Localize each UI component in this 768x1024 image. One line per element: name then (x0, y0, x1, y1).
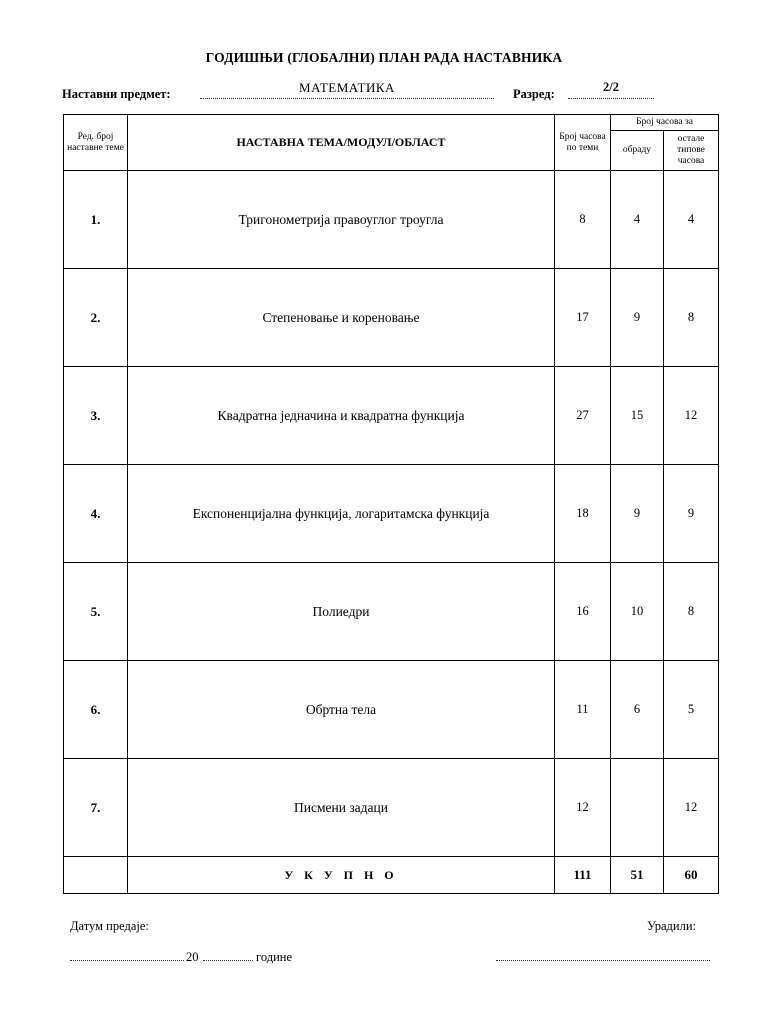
subject-line (62, 80, 722, 104)
row-topic: Тригонометрија правоуглог троугла (128, 171, 555, 269)
table-row (64, 465, 719, 563)
row-other: 5 (664, 661, 719, 759)
row-hours: 11 (555, 661, 611, 759)
subject-dotted-line (200, 98, 494, 99)
header-topic: НАСТАВНА ТЕМА/МОДУЛ/ОБЛАСТ (128, 115, 555, 171)
row-hours: 18 (555, 465, 611, 563)
subject-label: Наставни предмет: (62, 87, 171, 101)
grade-label: Разред: (513, 87, 555, 101)
row-number: 2. (64, 269, 128, 367)
authors-label: Урадили: (647, 919, 696, 933)
table-row (64, 563, 719, 661)
date-label: Датум предаје: (70, 919, 149, 933)
date-line (70, 950, 310, 966)
row-hours: 12 (555, 759, 611, 857)
row-topic: Полиедри (128, 563, 555, 661)
row-processing: 10 (611, 563, 664, 661)
table-row (64, 269, 719, 367)
row-other: 8 (664, 563, 719, 661)
row-other: 12 (664, 367, 719, 465)
row-topic: Експоненцијална функција, логаритамска функција (128, 465, 555, 563)
header-hours-for: Број часова за (611, 115, 719, 131)
row-other: 12 (664, 759, 719, 857)
total-other: 60 (664, 857, 719, 894)
row-number: 7. (64, 759, 128, 857)
row-other: 4 (664, 171, 719, 269)
total-row (64, 857, 719, 894)
table-row (64, 367, 719, 465)
header-topic-no: Ред. број наставне теме (64, 115, 128, 171)
header-other-types: остале типове часова (664, 131, 719, 171)
year-suffix: године (256, 950, 292, 964)
row-hours: 17 (555, 269, 611, 367)
row-number: 4. (64, 465, 128, 563)
row-processing: 6 (611, 661, 664, 759)
total-label: У К У П Н О (128, 857, 555, 894)
row-number: 3. (64, 367, 128, 465)
annual-plan-table (63, 114, 719, 894)
table-row (64, 759, 719, 857)
row-topic: Квадратна једначина и квадратна функција (128, 367, 555, 465)
row-other: 8 (664, 269, 719, 367)
row-processing (611, 759, 664, 857)
year-dotted-line (203, 960, 253, 961)
row-processing: 4 (611, 171, 664, 269)
total-hours: 111 (555, 857, 611, 894)
table-row (64, 661, 719, 759)
year-prefix: 20 (186, 950, 199, 964)
document-title: ГОДИШЊИ (ГЛОБАЛНИ) ПЛАН РАДА НАСТАВНИКА (205, 50, 563, 65)
row-other: 9 (664, 465, 719, 563)
total-processing: 51 (611, 857, 664, 894)
signature-dotted-line (496, 960, 710, 961)
row-topic: Писмени задаци (128, 759, 555, 857)
grade-value: 2/2 (603, 80, 619, 94)
row-processing: 9 (611, 465, 664, 563)
table-row (64, 171, 719, 269)
row-topic: Степеновање и кореновање (128, 269, 555, 367)
row-topic: Обртна тела (128, 661, 555, 759)
header-processing: обраду (611, 131, 664, 171)
total-empty-cell (64, 857, 128, 894)
row-hours: 16 (555, 563, 611, 661)
row-processing: 15 (611, 367, 664, 465)
date-dotted-line (70, 960, 184, 961)
row-number: 5. (64, 563, 128, 661)
row-number: 6. (64, 661, 128, 759)
row-hours: 27 (555, 367, 611, 465)
subject-value: МАТЕМАТИКА (299, 80, 395, 95)
grade-dotted-line (568, 98, 654, 99)
row-hours: 8 (555, 171, 611, 269)
row-number: 1. (64, 171, 128, 269)
header-hours-per-topic: Број часова по теми (555, 115, 611, 171)
row-processing: 9 (611, 269, 664, 367)
